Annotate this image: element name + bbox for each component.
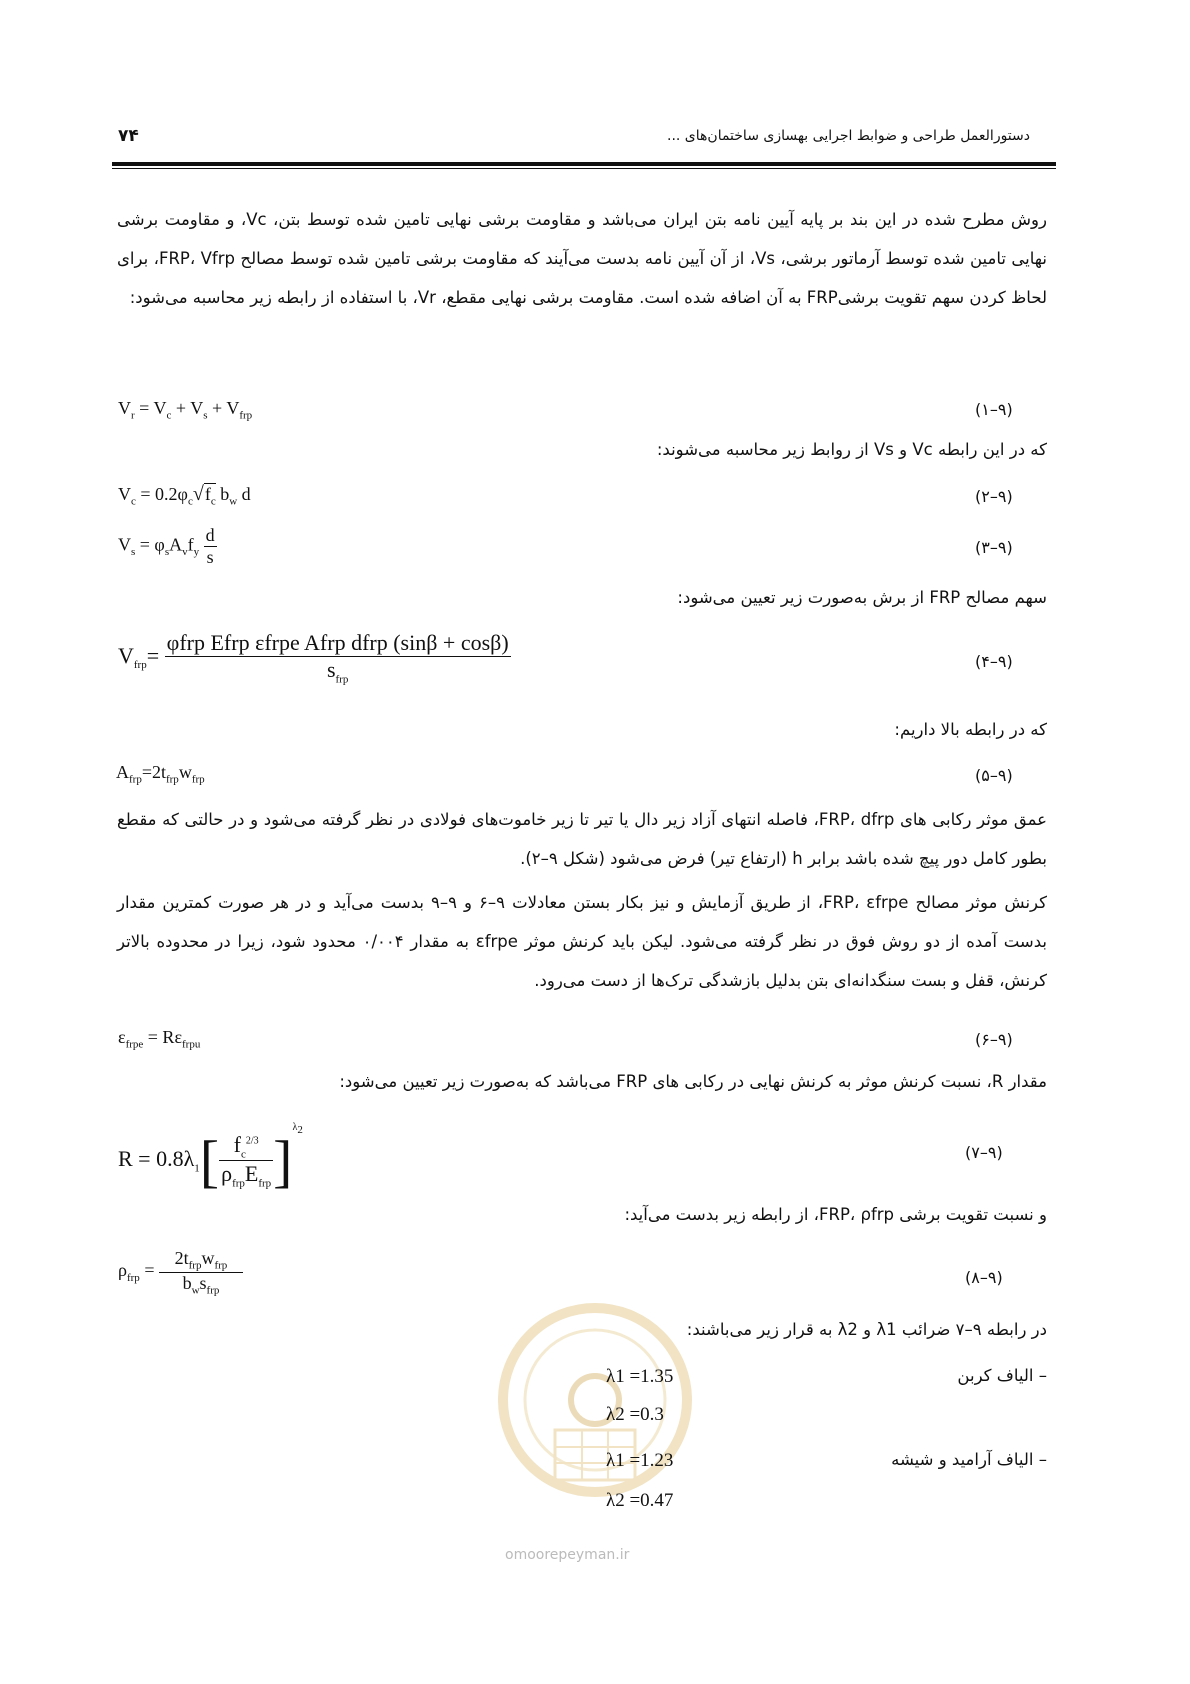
fiber-carbon-label: – الیاف کربن (957, 1366, 1047, 1385)
equation-4-number: (۹–۴) (975, 652, 1013, 671)
equation-2-number: (۹–۲) (975, 487, 1013, 506)
carbon-lambda1: λ1 =1.35 (606, 1366, 674, 1387)
fiber-aramid-glass-label: – الیاف آرامید و شیشه (891, 1450, 1047, 1469)
paragraph-coefficients: در رابطه ۹–۷ ضرائب λ1 و λ2 به قرار زیر می‌باشند: (686, 1320, 1047, 1339)
equation-6-number: (۹–۶) (975, 1030, 1013, 1049)
equation-7-number: (۹–۷) (965, 1143, 1003, 1162)
paragraph-frp-share: سهم مصالح FRP از برش به‌صورت زیر تعیین می‌شود: (677, 588, 1047, 607)
paragraph-effective-strain: کرنش موثر مصالح FRP، εfrpe، از طریق آزمایش و نیز بکار بستن معادلات ۹–۶ و ۹–۹ بدست می‌آید و در هر صورت کمترین مقدار بدست آمده از دو روش فوق در نظر گرفته می‌شود. لیکن باید کرنش موثر εfrpe به مقدار ۰/۰۰۴ محدود شود، زیرا در محدوده بالاتر کرنش، قفل و بست سنگدانه‌ای بتن بدلیل بازشدگی ترک‌ها از دست می‌رود. (117, 893, 1048, 990)
equation-5-number: (۹–۵) (975, 766, 1013, 785)
equation-1-number: (۹–۱) (975, 400, 1013, 419)
equation-3-number: (۹–۳) (975, 538, 1013, 557)
running-header-title: دستورالعمل طراحی و ضوابط اجرایی بهسازی ساختمان‌های ... (667, 128, 1030, 144)
header-rule-thick (112, 162, 1056, 166)
equation-8: $\rho_{frp}$ = $\frac{2t_{frp}w_{frp}}{b_ws_{frp}}$ (118, 1248, 243, 1296)
equation-8-number: (۹–۸) (965, 1268, 1003, 1287)
equation-5: $A_{frp}=2t_{frp}w_{frp}$ (116, 762, 205, 786)
equation-2: $V_c = 0.2\varphi_c√f_c$ $b_w$ d (118, 483, 251, 508)
carbon-lambda2: λ2 =0.3 (606, 1404, 664, 1425)
paragraph-vc-vs: که در این رابطه Vc و Vs از روابط زیر محاسبه می‌شوند: (656, 440, 1047, 459)
paragraph-where: که در رابطه بالا داریم: (894, 720, 1047, 739)
equation-4: $V_{frp}=$ $\frac{\text{φfrp Efrp εfrpe Afrp dfrp (sinβ + cosβ)}}{s_{frp}}$ (118, 630, 509, 686)
header-rule-thin (112, 168, 1056, 169)
paragraph-ratio-r: مقدار R، نسبت کرنش موثر به کرنش نهایی در رکابی های FRP می‌باشد که به‌صورت زیر تعیین می‌شود: (339, 1072, 1047, 1091)
paragraph-effective-depth: عمق موثر رکابی های FRP، dfrp، فاصله انتهای آزاد زیر دال یا تیر تا زیر خاموت‌های فولادی در نظر گرفته می‌شود و در حالتی که مقطع بطور کامل دور پیچ شده باشد برابر h (ارتفاع تیر) فرض می‌شود (شکل ۹–۲). (117, 810, 1047, 868)
aramid-lambda2: λ2 =0.47 (606, 1490, 674, 1511)
equation-6: $\varepsilon_{frpe} = R\varepsilon_{frpu}$ (118, 1027, 201, 1051)
page-number: ۷۴ (118, 126, 139, 146)
paragraph-rho: و نسبت تقویت برشی FRP، ρfrp، از رابطه زیر بدست می‌آید: (624, 1205, 1047, 1224)
aramid-lambda1: λ1 =1.23 (606, 1450, 674, 1471)
paragraph-intro: روش مطرح شده در این بند بر پایه آیین نامه بتن ایران می‌باشد و مقاومت برشی نهایی تامین شده توسط بتن، Vc، و مقاومت برشی نهایی تامین شده توسط آرماتور برشی، Vs، از آن آیین نامه بدست می‌آیند که مقاومت برشی تامین شده توسط مصالح FRP، Vfrp، برای لحاظ کردن سهم تقویت برشیFRP به آن اضافه شده است. مقاومت برشی نهایی مقطع، Vr، با استفاده از رابطه زیر محاسبه می‌شود: (117, 210, 1047, 307)
equation-7: $R = 0.8\lambda_1$[ $\frac{f_c^{2/3}}{\rho_{frp}E_{frp}}$ ]$^{\lambda_2}$ (118, 1122, 303, 1194)
equation-1: $V_r = V_c + V_s + V_{frp}$ (118, 398, 253, 422)
watermark-url: omoorepeyman.ir (505, 1547, 630, 1563)
equation-3: $V_s = \varphi_sA_vf_y$ $\frac{d}{s}$ (118, 525, 215, 567)
